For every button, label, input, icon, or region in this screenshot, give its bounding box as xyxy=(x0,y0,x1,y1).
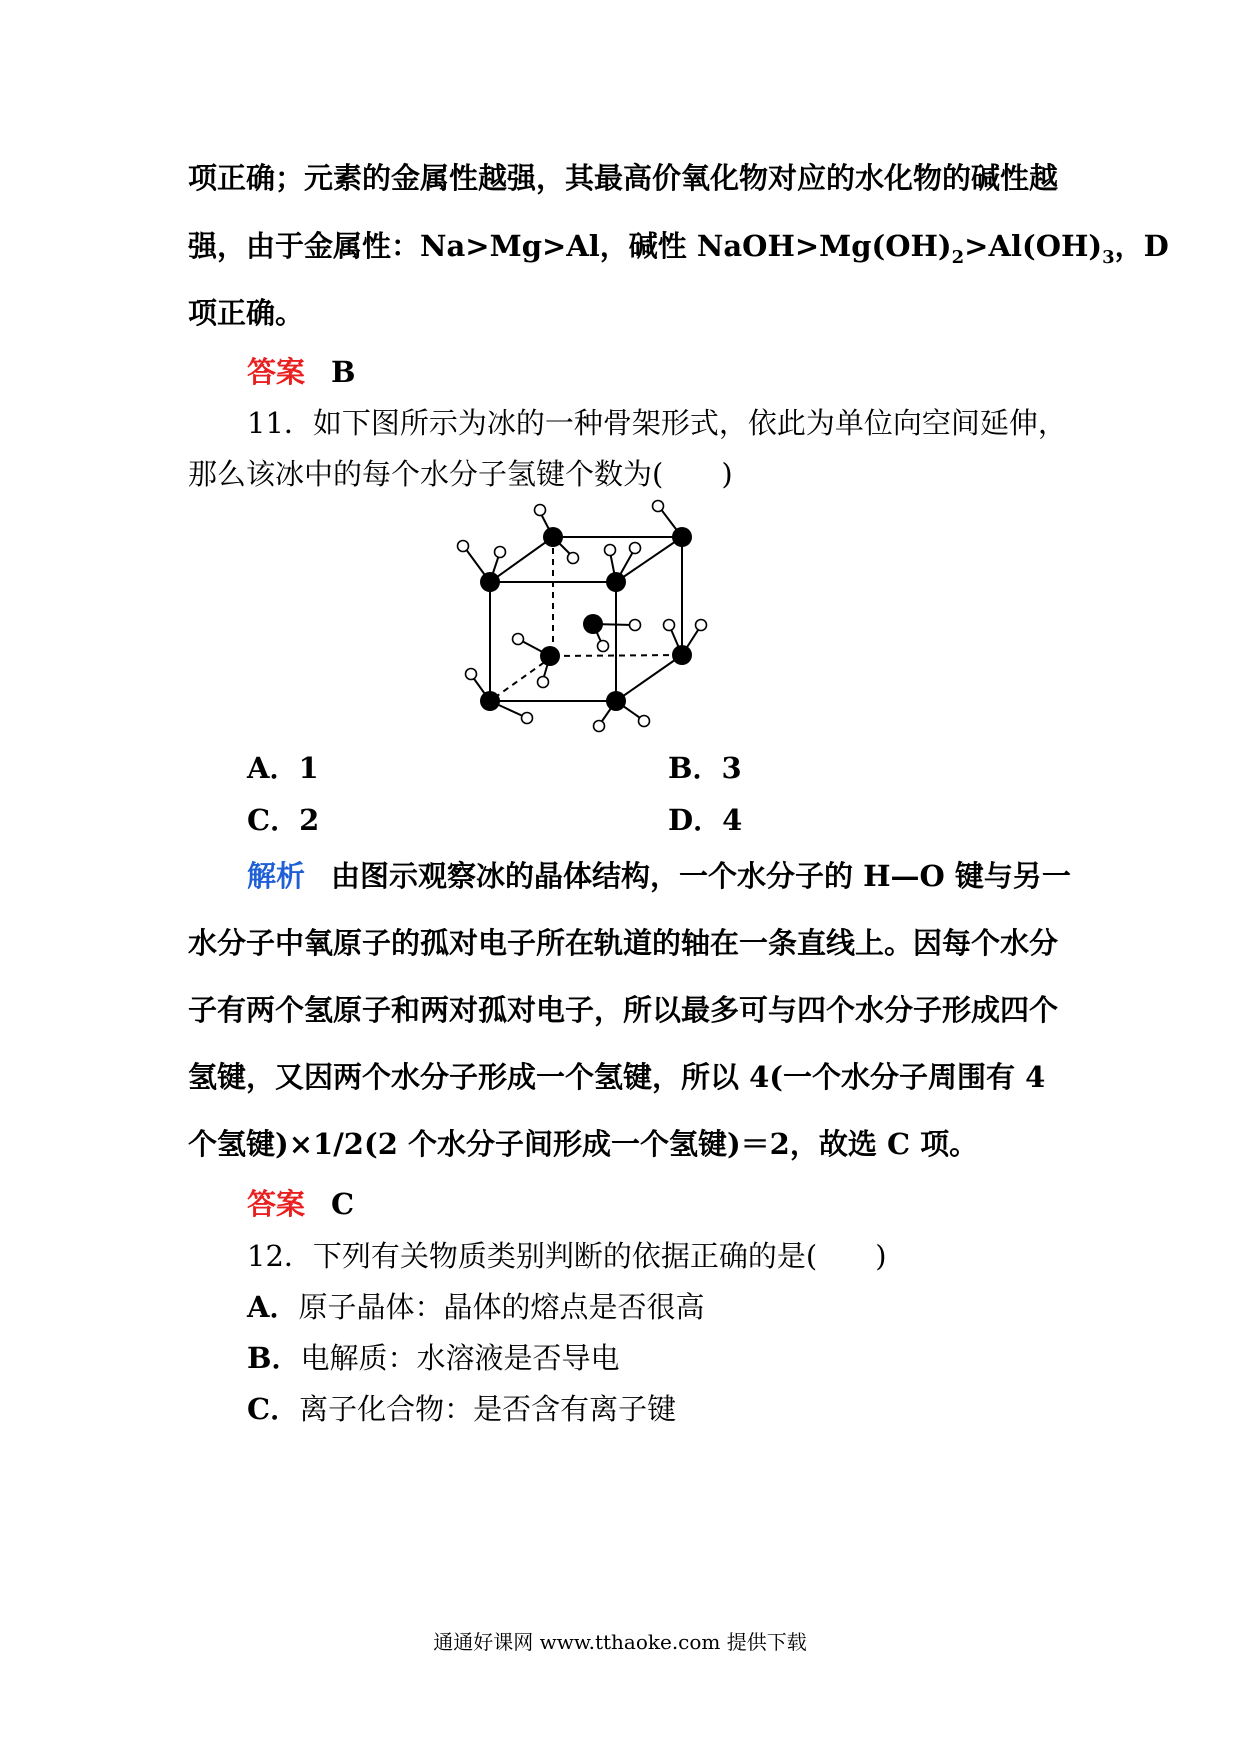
answer-label: 答案 xyxy=(247,1187,306,1221)
explanation-text: ，D xyxy=(1114,229,1169,263)
question-stem: 那么该冰中的每个水分子氢键个数为( ) xyxy=(188,457,733,491)
analysis-line: 氢键，又因两个水分子形成一个氢键，所以 4(一个水分子周围有 4 xyxy=(188,1060,1046,1094)
option-c: C．2 xyxy=(247,803,320,837)
question-stem: 11．如下图所示为冰的一种骨架形式，依此为单位向空间延伸， xyxy=(247,406,1067,440)
option-a: A．1 xyxy=(247,751,319,785)
analysis-line xyxy=(247,856,1117,896)
option-b: B．电解质：水溶液是否导电 xyxy=(247,1341,620,1375)
subscript: 3 xyxy=(1102,246,1115,268)
explanation-line: 项正确。 xyxy=(188,296,305,330)
explanation-text: >Al(OH) xyxy=(964,229,1103,263)
ice-lattice-diagram xyxy=(430,490,750,750)
answer-value: C xyxy=(331,1187,355,1221)
analysis-text: 由图示观察冰的晶体结构，一个水分子的 H—O 键与另一 xyxy=(331,859,1071,893)
analysis-line: 水分子中氧原子的孤对电子所在轨道的轴在一条直线上。因每个水分 xyxy=(188,926,1059,960)
explanation-line: 项正确；元素的金属性越强，其最高价氧化物对应的水化物的碱性越 xyxy=(188,161,1059,195)
analysis-label: 解析 xyxy=(247,859,306,893)
answer-line xyxy=(247,352,1117,392)
question-stem: 12．下列有关物质类别判断的依据正确的是( ) xyxy=(247,1239,887,1273)
option-a: A．原子晶体：晶体的熔点是否很高 xyxy=(247,1290,705,1324)
subscript: 2 xyxy=(951,246,965,268)
option-b: B．3 xyxy=(668,751,742,785)
answer-value: B xyxy=(331,355,356,389)
option-c: C．离子化合物：是否含有离子键 xyxy=(247,1392,677,1426)
explanation-line xyxy=(188,226,1169,268)
analysis-line: 子有两个氢原子和两对孤对电子，所以最多可与四个水分子形成四个 xyxy=(188,993,1059,1027)
analysis-line: 个氢键)×1/2(2 个水分子间形成一个氢键)＝2，故选 C 项。 xyxy=(188,1127,979,1161)
answer-line xyxy=(247,1184,1117,1224)
explanation-text: 强，由于金属性：Na>Mg>Al，碱性 NaOH>Mg(OH) xyxy=(188,229,952,263)
option-d: D．4 xyxy=(668,803,743,837)
answer-label: 答案 xyxy=(247,355,306,389)
page-footer: 通通好课网 www.tthaoke.com 提供下载 xyxy=(433,1630,807,1654)
